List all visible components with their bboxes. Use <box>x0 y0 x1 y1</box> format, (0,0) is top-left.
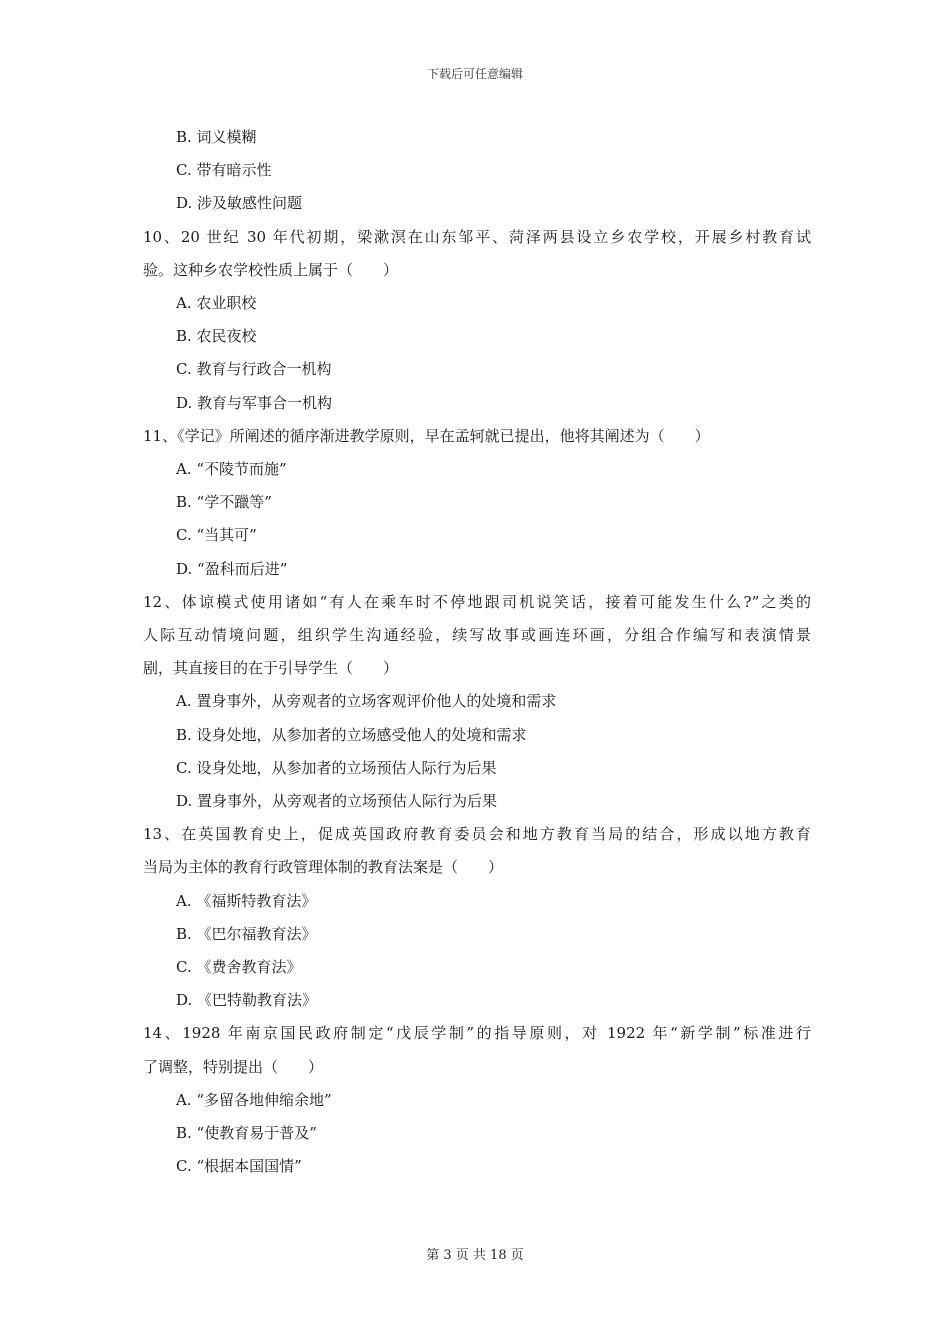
option-line: D. 置身事外，从旁观者的立场预估人际行为后果 <box>176 792 498 811</box>
document-body <box>143 121 811 1184</box>
option-line: A. 置身事外，从旁观者的立场客观评价他人的处境和需求 <box>176 692 557 711</box>
option-line: D. 教育与军事合一机构 <box>176 393 333 412</box>
question-stem-line: 10、20 世纪 30 年代初期，梁漱溟在山东邹平、菏泽两县设立乡农学校，开展乡村教育试 <box>143 227 811 246</box>
option-line: A. “多留各地伸缩余地” <box>176 1090 332 1109</box>
option-line: B. 设身处地，从参加者的立场感受他人的处境和需求 <box>176 725 527 744</box>
option-line: B. 农民夜校 <box>176 327 257 346</box>
option-line: A. “不陵节而施” <box>176 460 287 479</box>
option-line: C. 设身处地，从参加者的立场预估人际行为后果 <box>176 758 497 777</box>
option-line: D. “盈科而后进” <box>176 559 288 578</box>
page-header: 下载后可任意编辑 <box>426 67 523 81</box>
question-stem-line: 了调整，特别提出（ ） <box>143 1057 324 1076</box>
option-line: C. 带有暗示性 <box>176 161 272 180</box>
page-footer: 第 3 页 共 18 页 <box>426 1248 524 1263</box>
question-stem-line: 13、在英国教育史上，促成英国政府教育委员会和地方教育当局的结合，形成以地方教育 <box>143 825 811 844</box>
question-stem-line: 验。这种乡农学校性质上属于（ ） <box>143 260 399 279</box>
option-line: D. 《巴特勒教育法》 <box>176 991 318 1010</box>
option-line: B. “使教育易于普及” <box>176 1124 317 1143</box>
option-line: B. “学不躐等” <box>176 493 272 512</box>
option-line: B. 《巴尔福教育法》 <box>176 924 317 943</box>
option-line: A. 《福斯特教育法》 <box>176 891 317 910</box>
question-stem-line: 当局为主体的教育行政管理体制的教育法案是（ ） <box>143 858 504 877</box>
option-line: D. 涉及敏感性问题 <box>176 194 303 213</box>
option-line: C. 教育与行政合一机构 <box>176 360 332 379</box>
option-line: C. “当其可” <box>176 526 257 545</box>
option-line: A. 农业职校 <box>176 294 257 313</box>
option-line: B. 词义模糊 <box>176 128 257 146</box>
question-stem-line: 11、《学记》所阐述的循序渐进教学原则，早在孟轲就已提出，他将其阐述为（ ） <box>143 426 710 445</box>
question-stem-line: 12、体谅模式使用诸如“有人在乘车时不停地跟司机说笑话，接着可能发生什么?”之类的 <box>143 592 811 611</box>
option-line: C. “根据本国国情” <box>176 1157 302 1176</box>
question-stem-line: 人际互动情境问题，组织学生沟通经验，续写故事或画连环画，分组合作编写和表演情景 <box>143 626 811 645</box>
question-stem-line: 14、1928 年南京国民政府制定“戊辰学制”的指导原则，对 1922 年“新学制”标准进行 <box>143 1024 811 1043</box>
option-line: C. 《费舍教育法》 <box>176 958 302 977</box>
question-stem-line: 剧，其直接目的在于引导学生（ ） <box>143 659 399 678</box>
